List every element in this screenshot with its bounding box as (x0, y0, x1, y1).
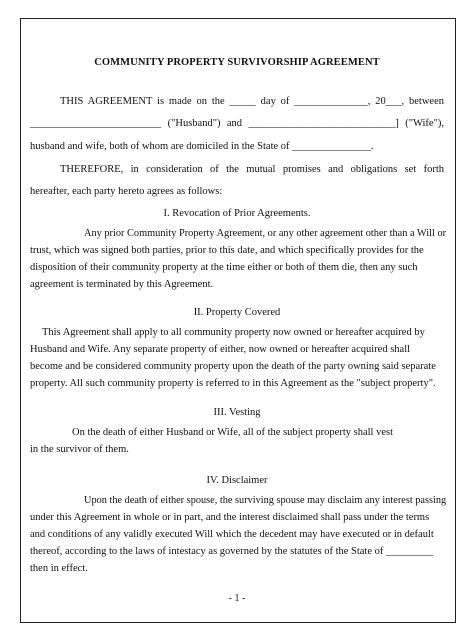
section-4-line-3: and conditions of any validly executed Will which the decedent may have executed or in default (30, 529, 434, 540)
section-4-line-5: then in effect. (30, 563, 88, 574)
section-1-heading: I. Revocation of Prior Agreements. (163, 208, 311, 219)
section-1-line-1: Any prior Community Property Agreement, or any other agreement other than a Will or (84, 228, 447, 239)
section-3-line-1: On the death of either Husband or Wife, all of the subject property shall vest (72, 427, 393, 438)
section-2-line-2: Husband and Wife. Any separate property of either, now owned or hereafter acquired shall (30, 344, 411, 355)
intro-line-4: THEREFORE, in consideration of the mutual promises and obligations set forth (60, 164, 444, 175)
intro-line-1: THIS AGREEMENT is made on the _____ day of ______________, 20___, between (60, 96, 444, 107)
section-2-line-4: property. All such community property is referred to in this Agreement as the "subject property". (30, 378, 436, 389)
intro-line-5: hereafter, each party hereto agrees as follows: (30, 186, 223, 197)
intro-line-3: husband and wife, both of whom are domiciled in the State of _______________. (30, 141, 374, 152)
document-title: COMMUNITY PROPERTY SURVIVORSHIP AGREEMENT (94, 57, 380, 68)
section-4-line-4: thereof, according to the laws of intestacy as governed by the statutes of the State of _________ (30, 546, 434, 557)
section-4-line-2: under this Agreement in whole or in part, and the interest disclaimed shall pass under the terms (30, 512, 430, 523)
page-number: - 1 - (228, 593, 246, 604)
section-2-line-3: become and be considered community property upon the death of the party owning said separate (30, 361, 436, 372)
section-3-line-2: in the survivor of them. (30, 444, 129, 455)
section-1-line-2: trust, which was signed both parties, prior to this date, and which specifically provides for the (30, 245, 424, 256)
intro-line-2: _________________________ ("Husband") and ____________________________] ("Wife"), (30, 118, 444, 129)
section-3-heading: III. Vesting (213, 407, 261, 418)
section-1-line-4: agreement is terminated by this Agreement. (30, 279, 214, 290)
section-2-heading: II. Property Covered (193, 307, 281, 318)
section-1-line-3: disposition of their community property at the time either or both of them die, then any such (30, 262, 418, 273)
section-4-line-1: Upon the death of either spouse, the surviving spouse may disclaim any interest passing (84, 495, 447, 506)
section-2-line-1: This Agreement shall apply to all community property now owned or hereafter acquired by (42, 327, 425, 338)
section-4-heading: IV. Disclaimer (206, 475, 268, 486)
